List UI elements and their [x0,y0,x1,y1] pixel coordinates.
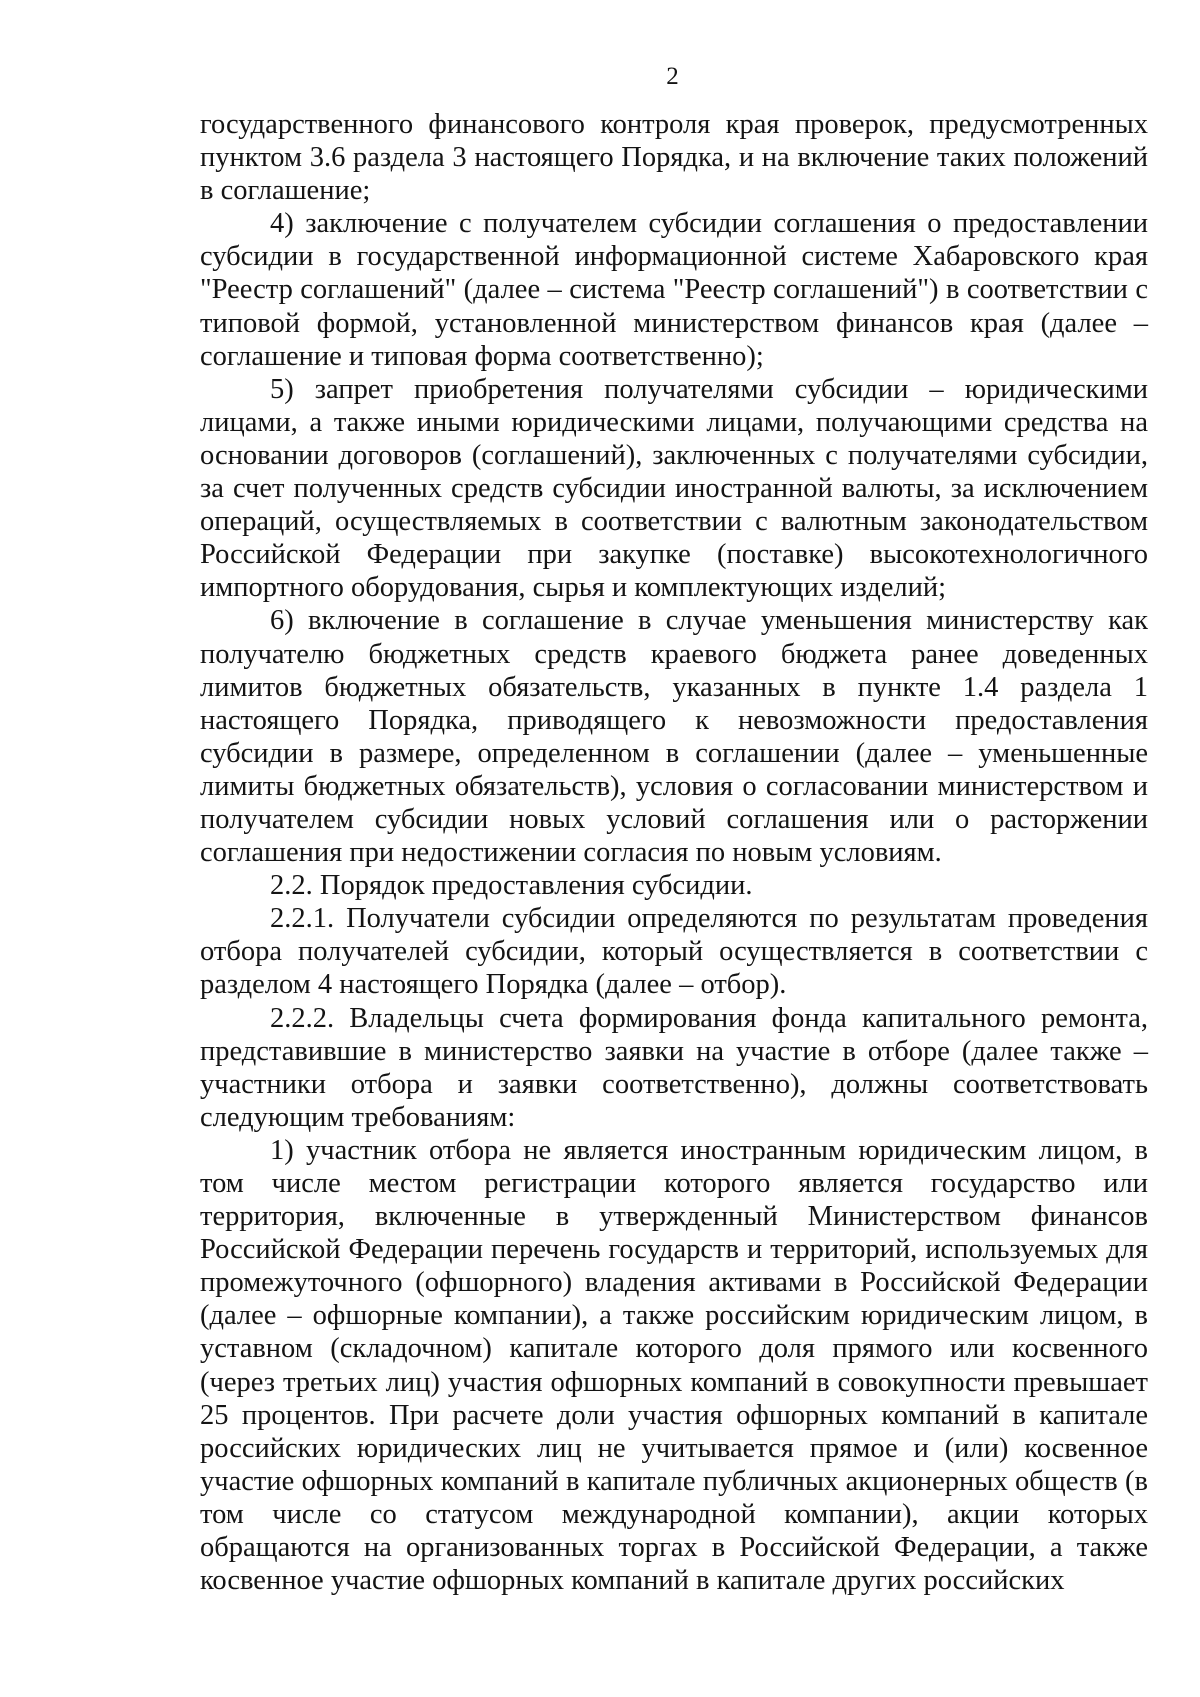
paragraph-2-2-1: 2.2.1. Получатели субсидии определяются по результатам проведения отбора получателей субсидии, который осуществляется в соответствии с разделом 4 настоящего Порядка (далее – отбор). [200,903,1148,1001]
paragraph-item-4: 4) заключение с получателем субсидии соглашения о предоставлении субсидии в государственной информационной системе Хабаровского края "Реестр соглашений" (далее – система "Реестр соглашений") в соответствии с типовой формой, установленной министерством финансов края (далее – соглашение и типовая форма соответственно); [200,208,1148,372]
paragraph-item-6: 6) включение в соглашение в случае уменьшения министерству как получателю бюджетных средств краевого бюджета ранее доведенных лимитов бюджетных обязательств, указанных в пункте 1.4 раздела 1 настоящего Порядка, приводящего к невозможности предоставления субсидии в размере, определенном в соглашении (далее – уменьшенные лимиты бюджетных обязательств), условия о согласовании министерством и получателем субсидии новых условий соглашения или о расторжении соглашения при недостижении согласия по новым условиям. [200,605,1148,869]
paragraph-continuation: государственного финансового контроля края проверок, предусмотренных пунктом 3.6 раздела 3 настоящего Порядка, и на включение таких положений в соглашение; [200,109,1148,207]
section-heading-2-2: 2.2. Порядок предоставления субсидии. [270,870,753,902]
paragraph-requirement-1: 1) участник отбора не является иностранным юридическим лицом, в том числе местом регистрации которого является государство или территория, включенные в утвержденный Министерством финансов Российской Федерации перечень государств и территорий, используемых для промежуточного (офшорного) владения активами в Российской Федерации (далее – офшорные компании), а также российским юридическим лицом, в уставном (складочном) капитале которого доля прямого или косвенного (через третьих лиц) участия офшорных компаний в совокупности превышает 25 процентов. При расчете доли участия офшорных компаний в капитале российских юридических лиц не учитывается прямое и (или) косвенное участие офшорных компаний в капитале публичных акционерных обществ (в том числе со статусом международной компании), акции которых обращаются на организованных торгах в Российской Федерации, а также косвенное участие офшорных компаний в капитале других российских [200,1134,1148,1597]
paragraph-item-5: 5) запрет приобретения получателями субсидии – юридическими лицами, а также иными юридическими лицами, получающими средства на основании договоров (соглашений), заключенных с получателями субсидии, за счет полученных средств субсидии иностранной валюты, за исключением операций, осуществляемых в соответствии с валютным законодательством Российской Федерации при закупке (поставке) высокотехнологичного импортного оборудования, сырья и комплектующих изделий; [200,373,1148,604]
page-number: 2 [666,63,679,90]
document-body [200,108,1148,1597]
paragraph-2-2-2: 2.2.2. Владельцы счета формирования фонда капитального ремонта, представившие в министерство заявки на участие в отборе (далее также – участники отбора и заявки соответственно), должны соответствовать следующим требованиям: [200,1002,1148,1133]
